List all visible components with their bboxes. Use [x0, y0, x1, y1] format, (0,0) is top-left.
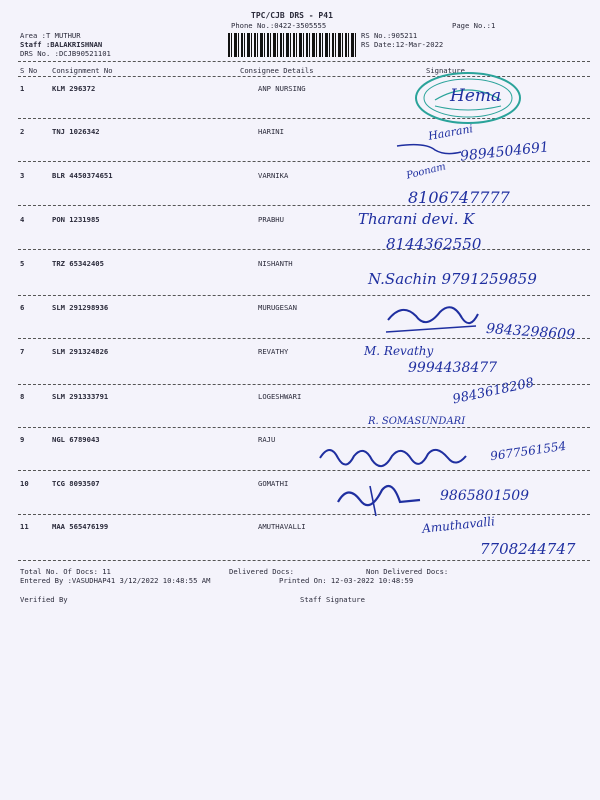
row-sno: 3: [20, 171, 25, 180]
signature-row-11-name: Amuthavalli: [421, 514, 496, 536]
signature-stroke: [395, 140, 465, 160]
divider: [18, 427, 590, 428]
col-consignee: Consignee Details: [240, 66, 314, 75]
staff-signature: Staff Signature: [300, 595, 365, 604]
divider: [18, 470, 590, 471]
row-consignee: VARNIKA: [258, 171, 289, 180]
row-sno: 9: [20, 435, 25, 444]
sheet-title: TPC/CJB DRS - P41: [251, 11, 333, 20]
row-consignment: SLM 291324826: [52, 347, 109, 356]
divider: [18, 560, 590, 561]
row-consignment: TNJ 1026342: [52, 127, 100, 136]
signature-row-3-phone: 8106747777: [408, 188, 510, 207]
row-consignee: HARINI: [258, 127, 284, 136]
col-consignment: Consignment No: [52, 66, 113, 75]
row-sno: 11: [20, 522, 29, 531]
signature-row-3-name: Poonam: [405, 161, 447, 182]
divider: [18, 61, 590, 62]
signature-row-7-phone: 9994438477: [408, 360, 498, 376]
printed-on: Printed On: 12-03-2022 10:48:59: [279, 576, 414, 585]
delivered-docs: Delivered Docs:: [229, 567, 294, 576]
signature-row-5: N.Sachin 9791259859: [368, 270, 537, 288]
verified-by: Verified By: [20, 595, 68, 604]
divider: [18, 295, 590, 296]
signature-scribble-row-6: [382, 300, 482, 340]
row-consignee: MURUGESAN: [258, 303, 297, 312]
total-docs: Total No. Of Docs: 11: [20, 567, 111, 576]
row-consignment: KLM 296372: [52, 84, 96, 93]
signature-scribble-row-9: [316, 440, 486, 476]
col-signature: Signature: [426, 66, 465, 75]
row-consignee: GOMATHI: [258, 479, 289, 488]
row-consignment: PON 1231985: [52, 215, 100, 224]
row-consignee: REVATHY: [258, 347, 289, 356]
page-number: Page No.:1: [452, 21, 496, 30]
staff-field: Staff :BALAKRISHNAN: [20, 40, 103, 49]
signature-row-2-name: Haarani: [427, 122, 474, 143]
signature-row-10-phone: 9865801509: [440, 488, 530, 504]
row-consignment: SLM 291298936: [52, 303, 109, 312]
drs-number: DRS No. :DCJB90521101: [20, 49, 111, 58]
row-sno: 8: [20, 392, 25, 401]
row-consignee: PRABHU: [258, 215, 284, 224]
signature-row-2-phone: 9894504691: [459, 139, 550, 165]
rs-number: RS No.:905211: [361, 31, 418, 40]
row-consignee: NISHANTH: [258, 259, 293, 268]
row-consignee: ANP NURSING: [258, 84, 306, 93]
row-consignment: TRZ 65342405: [52, 259, 104, 268]
row-sno: 7: [20, 347, 25, 356]
row-consignment: BLR 4450374651: [52, 171, 113, 180]
row-sno: 1: [20, 84, 25, 93]
row-consignment: NGL 6789043: [52, 435, 100, 444]
row-sno: 6: [20, 303, 25, 312]
divider: [18, 161, 590, 162]
signature-row-1: Hema: [450, 86, 502, 106]
row-sno: 4: [20, 215, 25, 224]
signature-row-8-name: R. SOMASUNDARI: [368, 416, 466, 427]
non-delivered-docs: Non Delivered Docs:: [366, 567, 449, 576]
entered-by: Entered By :VASUDHAP41 3/12/2022 10:48:55 AM: [20, 576, 211, 585]
row-consignment: SLM 291333791: [52, 392, 109, 401]
signature-row-4-name: Tharani devi. K: [358, 210, 475, 228]
signature-row-7-name: M. Revathy: [364, 344, 434, 358]
divider: [18, 249, 590, 250]
col-sno: S No: [20, 66, 38, 75]
row-sno: 10: [20, 479, 29, 488]
row-consignee: LOGESHWARI: [258, 392, 302, 401]
signature-row-8-phone: 9843618208: [451, 375, 536, 408]
signature-row-6-phone: 9843298609: [485, 320, 576, 344]
row-consignee: AMUTHAVALLI: [258, 522, 306, 531]
signature-row-11-phone: 7708244747: [480, 540, 576, 558]
phone-number: Phone No.:0422-3505555: [231, 21, 327, 30]
row-sno: 2: [20, 127, 25, 136]
row-consignment: MAA 565476199: [52, 522, 109, 531]
row-consignment: TCG 8093507: [52, 479, 100, 488]
area-field: Area :T MUTHUR: [20, 31, 81, 40]
row-consignee: RAJU: [258, 435, 276, 444]
signature-scribble-row-10: [330, 480, 440, 520]
signature-row-9-phone: 9677561554: [489, 438, 567, 464]
row-sno: 5: [20, 259, 25, 268]
signature-row-4-phone: 8144362550: [386, 235, 482, 253]
rs-date: RS Date:12-Mar-2022: [361, 40, 444, 49]
barcode: [228, 33, 358, 57]
divider: [18, 514, 590, 515]
